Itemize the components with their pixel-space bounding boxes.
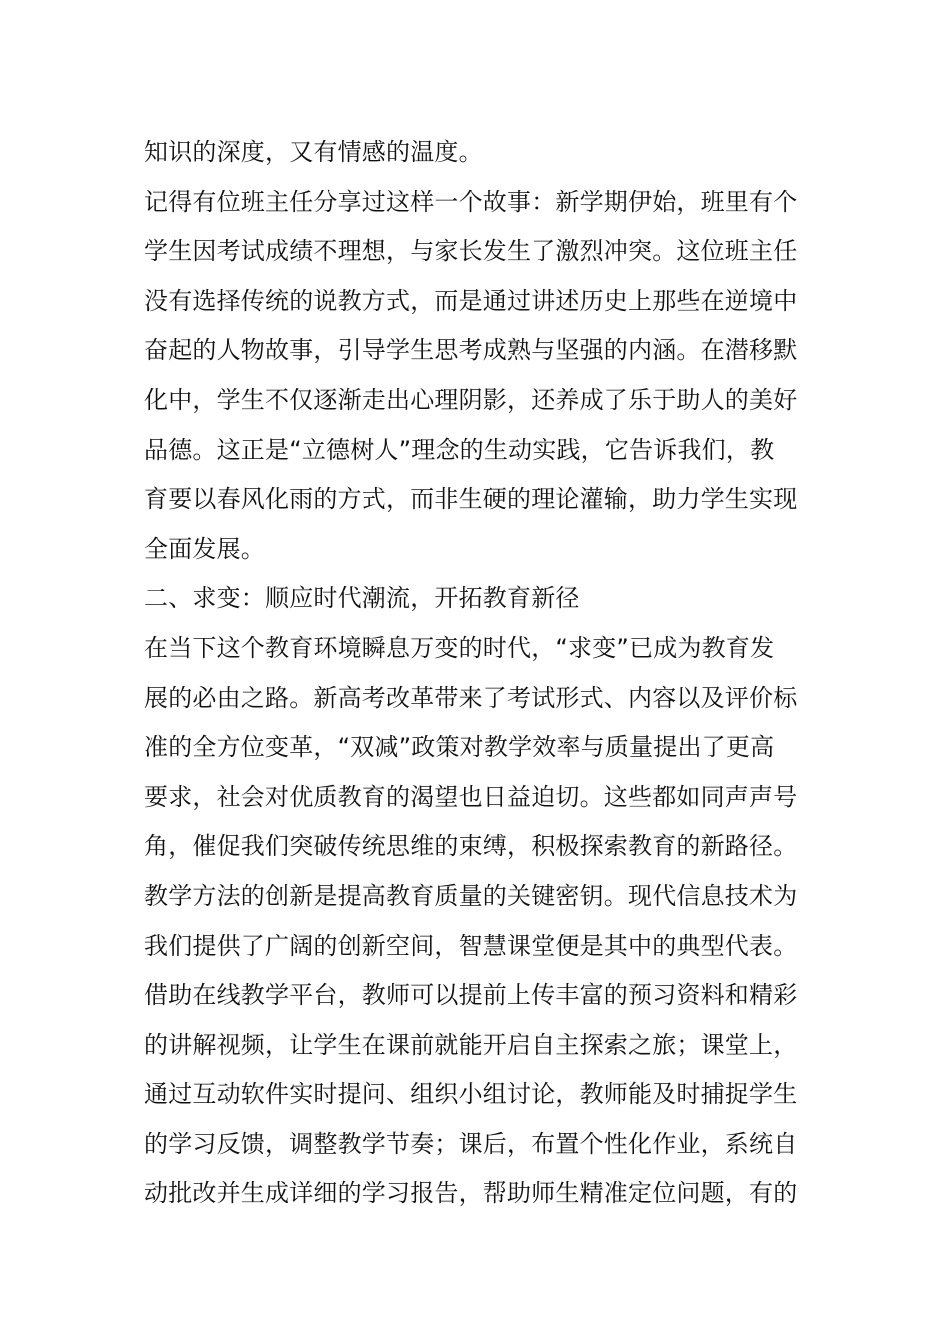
body-text — [144, 128, 808, 1219]
text-line: 准的全方位变革，“双减”政策对教学效率与质量提出了更高 — [144, 733, 775, 762]
text-line: 通过互动软件实时提问、组织小组讨论，教师能及时捕捉学生 — [144, 1080, 798, 1109]
text-line: 教学方法的创新是提高教育质量的关键密钥。现代信息技术为 — [144, 881, 798, 910]
text-line: 育要以春风化雨的方式，而非生硬的理论灌输，助力学生实现 — [144, 485, 798, 514]
text-line: 没有选择传统的说教方式，而是通过讲述历史上那些在逆境中 — [144, 286, 798, 315]
text-line: 学生因考试成绩不理想，与家长发生了激烈冲突。这位班主任 — [144, 237, 798, 266]
section-heading: 二、求变：顺应时代潮流，开拓教育新径 — [144, 584, 580, 613]
text-line: 我们提供了广阔的创新空间，智慧课堂便是其中的典型代表。 — [144, 931, 798, 960]
text-line: 知识的深度，又有情感的温度。 — [144, 138, 483, 166]
text-line: 展的必由之路。新高考改革带来了考试形式、内容以及评价标 — [144, 683, 798, 712]
text-line: 角，催促我们突破传统思维的束缚，积极探索教育的新路径。 — [144, 832, 798, 861]
text-line: 化中，学生不仅逐渐走出心理阴影，还养成了乐于助人的美好 — [144, 385, 798, 414]
text-line: 奋起的人物故事，引导学生思考成熟与坚强的内涵。在潜移默 — [144, 336, 798, 365]
text-line: 品德。这正是“立德树人”理念的生动实践，它告诉我们，教 — [144, 435, 775, 464]
text-line: 全面发展。 — [144, 534, 265, 563]
text-line: 借助在线教学平台，教师可以提前上传丰富的预习资料和精彩 — [144, 981, 798, 1010]
text-line: 记得有位班主任分享过这样一个故事：新学期伊始，班里有个 — [144, 187, 798, 216]
text-line: 的学习反馈，调整教学节奏；课后，布置个性化作业，系统自 — [144, 1129, 798, 1158]
text-line: 动批改并生成详细的学习报告，帮助师生精准定位问题，有的 — [144, 1179, 798, 1208]
text-line: 要求，社会对优质教育的渴望也日益迫切。这些都如同声声号 — [144, 782, 798, 811]
text-line: 的讲解视频，让学生在课前就能开启自主探索之旅；课堂上， — [144, 1030, 798, 1059]
text-line: 在当下这个教育环境瞬息万变的时代，“求变”已成为教育发 — [144, 633, 775, 662]
